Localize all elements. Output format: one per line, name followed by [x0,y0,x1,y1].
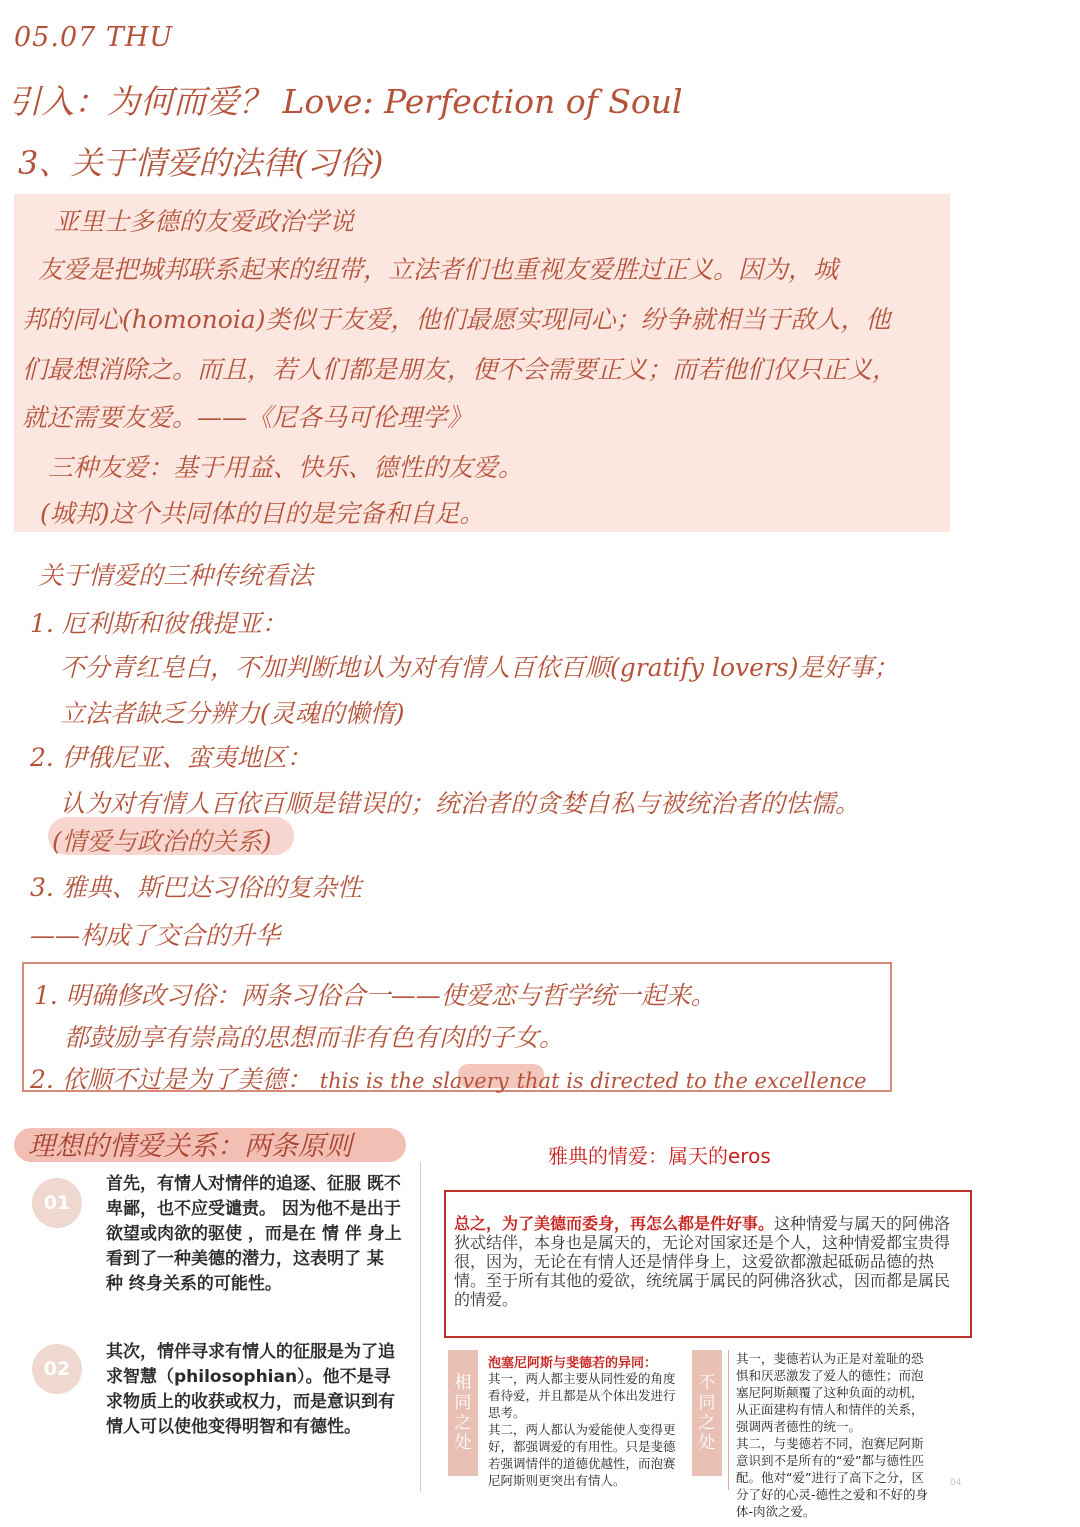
tradition-2-line: 认为对有情人百依百顺是错误的；统治者的贪婪自私与被统治者的怯懦。 [60,789,861,818]
date-heading: 05.07 THU [14,22,174,53]
reform-line-3-en: this is the [319,1069,425,1093]
small-divider [728,1350,729,1490]
quote-emphasis: 总之，为了美德而委身，再怎么都是件好事。 [454,1214,775,1233]
diff-tag: 不同之处 [692,1350,722,1476]
tradition-2-title: 2. 伊俄尼亚、蛮夷地区： [30,743,312,772]
traditions-title: 关于情爱的三种传统看法 [38,561,314,590]
point-number-badge: 02 [32,1344,82,1394]
summary-quote-box [444,1190,972,1338]
reform-box [22,962,892,1092]
tradition-1-line: 立法者缺乏分辨力(灵魂的懒惰) [60,699,405,728]
tradition-3-line: ——构成了交合的升华 [30,921,281,950]
reform-line-3-en: that is directed to the excellence [516,1069,867,1093]
ideal-heading: 理想的情爱关系：两条原则 [28,1131,352,1162]
aristotle-line: 友爱是把城邦联系起来的纽带，立法者们也重视友爱胜过正义。因为，城 [38,255,839,284]
aristotle-line: 们最想消除之。而且，若人们都是朋友，便不会需要正义；而若他们仅只正义， [22,355,898,384]
quote-text: 这种情爱与属天的阿佛洛狄忒结伴，本身也是属天的，无论对国家还是个人，这种情爱都宝贵得很，因为，无论在有情人还是情伴身上，这爱欲都激起砥砺品德的热情。至于所有其他的爱欲，统统属于属民的阿佛洛狄忒，因而都是属民的情爱。 [454,1214,951,1309]
page-number: 04 [950,1478,962,1488]
tradition-1-title: 1. 厄利斯和彼俄提亚： [30,609,287,638]
aristotle-line: 三种友爱：基于用益、快乐、德性的友爱。 [48,453,524,482]
same-text: 其一，两人都主要从同性爱的角度看待爱，并且都是从个体出发进行思考。 其二，两人都认为爱能使人变得更好，都强调爱的有用性。只是斐德若强调情伴的道德优越性，而泡赛尼阿斯则更突出有情人。 [488,1371,676,1488]
tradition-1-line: 不分青红皂白，不加判断地认为对有情人百依百顺(gratify lovers)是好事； [60,653,899,682]
reform-line-3 [30,1060,867,1096]
tradition-3-title: 3. 雅典、斯巴达习俗的复杂性 [30,873,362,902]
aristotle-line: 就还需要友爱。——《尼各马可伦理学》 [22,403,473,432]
reform-line-3-prefix: 2. 依顺不过是为了美德： [30,1065,312,1094]
point-text: 其次，情伴寻求有情人的征服是为了追求智慧（philosophian）。他不是寻求物质上的收获或权力，而是意识到有情人可以使他变得明智和有德性。 [106,1342,395,1437]
reform-line-2: 都鼓励享有崇高的思想而非有色有肉的子女。 [64,1023,565,1052]
aristotle-line: (城邦)这个共同体的目的是完备和自足。 [40,499,485,528]
column-divider [420,1162,421,1492]
compare-heading: 泡塞尼阿斯与斐德若的异同： [488,1356,658,1371]
aristotle-title: 亚里士多德的友爱政治学说 [54,207,355,236]
same-tag: 相同之处 [448,1350,478,1476]
tradition-2-highlight: (情爱与政治的关系) [52,827,272,856]
reform-line-3-slavery: slavery [432,1069,509,1093]
aristotle-line: 邦的同心(homonoia)类似于友爱，他们最愿实现同心；纷争就相当于敌人，他 [22,305,891,334]
reform-line-1: 1. 明确修改习俗：两条习俗合一——使爱恋与哲学统一起来。 [34,981,716,1010]
diff-text: 其一，斐德若认为正是对羞耻的恐惧和厌恶激发了爱人的德性；而泡塞尼阿斯颠覆了这种负面的动机，从正面建构有情人和情伴的关系，强调两者德性的统一。 其二，与斐德若不同，泡赛尼阿斯意识到不是所有的“爱”都与德性匹配。他对“爱”进行了高下之分，区分了好的心灵-德性之爱和不好的身体-肉欲之爱。 [736,1351,929,1519]
point-text: 首先，有情人对情伴的追逐、征服 既不卑鄙，也不应受谴责。 因为他不是出于欲望或肉欲的驱使 ，而是在 情 伴 身上看到了一种美德的潜力，这表明了 某 种 终身关系的可能性。 [106,1174,402,1294]
intro-heading: 引入：为何而爱？ Love: Perfection of Soul [8,82,683,121]
athens-eros-title: 雅典的情爱：属天的eros [548,1144,771,1168]
point-number-badge: 01 [32,1178,82,1228]
section-heading: 3、关于情爱的法律(习俗) [18,144,384,182]
